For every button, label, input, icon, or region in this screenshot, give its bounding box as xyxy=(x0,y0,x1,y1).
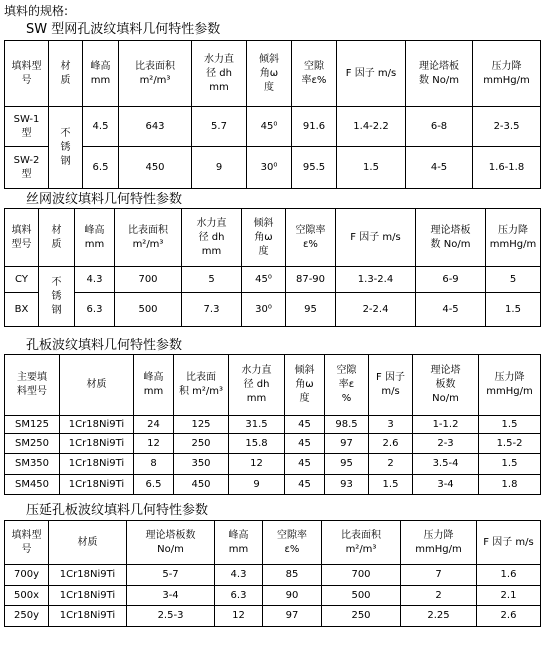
void-cell: 90 xyxy=(263,586,322,606)
f-factor-cell: 3 xyxy=(369,416,413,434)
height-cell: 6.3 xyxy=(75,293,115,327)
material-cell: 1Cr18Ni9Ti xyxy=(49,586,127,606)
header-cell: 比表面积 m²/m³ xyxy=(115,209,182,267)
pressure-drop-cell: 1.5-2 xyxy=(479,434,541,454)
model-cell: SM125 xyxy=(5,416,60,434)
void-cell: 91.6 xyxy=(292,107,337,147)
model-cell: SM450 xyxy=(5,475,60,495)
table-header-row xyxy=(5,41,541,107)
header-cell: F 因子 m/s xyxy=(337,41,406,107)
model-cell: 250y xyxy=(5,606,49,627)
dh-cell: 7.3 xyxy=(182,293,242,327)
header-cell: 压力降 mmHg/m xyxy=(479,355,541,416)
header-cell: 倾斜 角ω 度 xyxy=(285,355,325,416)
table-row xyxy=(5,606,541,627)
void-cell: 85 xyxy=(263,565,322,586)
f-factor-cell: 2-2.4 xyxy=(336,293,416,327)
header-cell: 压力降 mmHg/m xyxy=(473,41,541,107)
model-cell: SW-1 型 xyxy=(5,107,49,147)
void-cell: 95 xyxy=(286,293,336,327)
angle-cell: 45 xyxy=(285,434,325,454)
header-cell: 比表面积 m²/m³ xyxy=(322,521,401,565)
table-row xyxy=(5,293,541,327)
table-row xyxy=(5,267,541,293)
header-cell: 填料型 号 xyxy=(5,41,49,107)
area-cell: 700 xyxy=(322,565,401,586)
pressure-drop-cell: 2.25 xyxy=(401,606,477,627)
void-cell: 95 xyxy=(325,454,369,475)
height-cell: 4.3 xyxy=(215,565,263,586)
header-cell: F 因子 m/s xyxy=(369,355,413,416)
void-cell: 98.5 xyxy=(325,416,369,434)
plates-cell: 5-7 xyxy=(127,565,215,586)
void-cell: 97 xyxy=(325,434,369,454)
header-cell: 填料型 号 xyxy=(5,521,49,565)
header-cell: 主要填 料型号 xyxy=(5,355,60,416)
pressure-drop-cell: 1.8 xyxy=(479,475,541,495)
model-cell: SM250 xyxy=(5,434,60,454)
dh-cell: 5.7 xyxy=(192,107,247,147)
pressure-drop-cell: 5 xyxy=(486,267,541,293)
header-cell: 理论塔板 数 No/m xyxy=(416,209,486,267)
plates-cell: 4-5 xyxy=(416,293,486,327)
header-cell: 材质 xyxy=(60,355,134,416)
pressure-drop-cell: 2-3.5 xyxy=(473,107,541,147)
section-title-rolled: 压延孔板波纹填料几何特性参数 xyxy=(26,503,209,518)
void-cell: 93 xyxy=(325,475,369,495)
material-cell: 不 锈 钢 xyxy=(49,107,83,189)
material-cell: 1Cr18Ni9Ti xyxy=(60,475,134,495)
material-cell: 1Cr18Ni9Ti xyxy=(49,565,127,586)
header-cell: 空隙 率ε % xyxy=(325,355,369,416)
header-cell: 峰高 mm xyxy=(83,41,119,107)
section-title-sw: SW 型网孔波纹填料几何特性参数 xyxy=(26,22,221,37)
model-cell: CY xyxy=(5,267,39,293)
pressure-drop-cell: 7 xyxy=(401,565,477,586)
header-cell: 材质 xyxy=(49,521,127,565)
pressure-drop-cell: 1.5 xyxy=(479,416,541,434)
material-cell: 1Cr18Ni9Ti xyxy=(49,606,127,627)
pressure-drop-cell: 1.5 xyxy=(486,293,541,327)
header-cell: 材 质 xyxy=(39,209,75,267)
area-cell: 500 xyxy=(322,586,401,606)
header-cell: 压力降 mmHg/m xyxy=(401,521,477,565)
table-row xyxy=(5,475,541,495)
plates-cell: 6-9 xyxy=(416,267,486,293)
table-row xyxy=(5,565,541,586)
angle-cell: 45⁰ xyxy=(242,267,286,293)
area-cell: 450 xyxy=(119,147,192,189)
header-cell: 水力直 径 dh mm xyxy=(192,41,247,107)
void-cell: 97 xyxy=(263,606,322,627)
plates-cell: 6-8 xyxy=(406,107,473,147)
section-title-perforated: 孔板波纹填料几何特性参数 xyxy=(26,338,183,353)
angle-cell: 30⁰ xyxy=(242,293,286,327)
header-cell: 理论塔板 数 No/m xyxy=(406,41,473,107)
header-cell: 空隙 率ε% xyxy=(292,41,337,107)
height-cell: 8 xyxy=(134,454,174,475)
dh-cell: 15.8 xyxy=(229,434,285,454)
model-cell: SM350 xyxy=(5,454,60,475)
table-row xyxy=(5,454,541,475)
header-cell: 材 质 xyxy=(49,41,83,107)
header-cell: 倾斜 角ω 度 xyxy=(247,41,292,107)
material-cell: 1Cr18Ni9Ti xyxy=(60,434,134,454)
header-cell: 峰高 mm xyxy=(75,209,115,267)
area-cell: 643 xyxy=(119,107,192,147)
model-cell: BX xyxy=(5,293,39,327)
header-cell: 比表面 积 m²/m³ xyxy=(174,355,229,416)
header-cell: F 因子 m/s xyxy=(477,521,541,565)
model-cell: 500x xyxy=(5,586,49,606)
plates-cell: 3-4 xyxy=(127,586,215,606)
table-row xyxy=(5,416,541,434)
dh-cell: 31.5 xyxy=(229,416,285,434)
height-cell: 12 xyxy=(134,434,174,454)
header-cell: 空隙率 ε% xyxy=(286,209,336,267)
f-factor-cell: 1.4-2.2 xyxy=(337,107,406,147)
angle-cell: 30⁰ xyxy=(247,147,292,189)
f-factor-cell: 2.1 xyxy=(477,586,541,606)
header-cell: 理论塔 板数 No/m xyxy=(413,355,479,416)
area-cell: 500 xyxy=(115,293,182,327)
header-cell: 空隙率 ε% xyxy=(263,521,322,565)
f-factor-cell: 1.5 xyxy=(337,147,406,189)
header-cell: 填料 型号 xyxy=(5,209,39,267)
material-cell: 不 锈 钢 xyxy=(39,267,75,327)
f-factor-cell: 1.5 xyxy=(369,475,413,495)
area-cell: 250 xyxy=(322,606,401,627)
header-cell: 压力降 mmHg/m xyxy=(486,209,541,267)
area-cell: 350 xyxy=(174,454,229,475)
material-cell: 1Cr18Ni9Ti xyxy=(60,416,134,434)
header-cell: 理论塔板数 No/m xyxy=(127,521,215,565)
material-cell: 1Cr18Ni9Ti xyxy=(60,454,134,475)
area-cell: 250 xyxy=(174,434,229,454)
page-heading: 填料的规格: xyxy=(4,4,69,18)
f-factor-cell: 1.6 xyxy=(477,565,541,586)
pressure-drop-cell: 2 xyxy=(401,586,477,606)
angle-cell: 45 xyxy=(285,416,325,434)
section-title-wire-mesh: 丝网波纹填料几何特性参数 xyxy=(26,192,183,207)
table-sw xyxy=(4,40,541,189)
model-cell: 700y xyxy=(5,565,49,586)
header-cell: 倾斜 角ω 度 xyxy=(242,209,286,267)
dh-cell: 5 xyxy=(182,267,242,293)
height-cell: 6.5 xyxy=(134,475,174,495)
table-wire-mesh xyxy=(4,208,541,327)
height-cell: 24 xyxy=(134,416,174,434)
table-header-row xyxy=(5,521,541,565)
pressure-drop-cell: 1.5 xyxy=(479,454,541,475)
pressure-drop-cell: 1.6-1.8 xyxy=(473,147,541,189)
f-factor-cell: 1.3-2.4 xyxy=(336,267,416,293)
height-cell: 12 xyxy=(215,606,263,627)
header-cell: F 因子 m/s xyxy=(336,209,416,267)
angle-cell: 45 xyxy=(285,475,325,495)
header-cell: 峰高 mm xyxy=(215,521,263,565)
header-cell: 比表面积 m²/m³ xyxy=(119,41,192,107)
table-row xyxy=(5,107,541,147)
plates-cell: 2.5-3 xyxy=(127,606,215,627)
table-row xyxy=(5,434,541,454)
angle-cell: 45⁰ xyxy=(247,107,292,147)
plates-cell: 3.5-4 xyxy=(413,454,479,475)
plates-cell: 4-5 xyxy=(406,147,473,189)
table-row xyxy=(5,147,541,189)
angle-cell: 45 xyxy=(285,454,325,475)
void-cell: 95.5 xyxy=(292,147,337,189)
dh-cell: 12 xyxy=(229,454,285,475)
table-row xyxy=(5,586,541,606)
void-cell: 87-90 xyxy=(286,267,336,293)
header-cell: 水力直 径 dh mm xyxy=(229,355,285,416)
model-cell: SW-2 型 xyxy=(5,147,49,189)
plates-cell: 3-4 xyxy=(413,475,479,495)
table-perforated xyxy=(4,354,541,495)
plates-cell: 2-3 xyxy=(413,434,479,454)
height-cell: 6.3 xyxy=(215,586,263,606)
header-cell: 水力直 径 dh mm xyxy=(182,209,242,267)
table-header-row xyxy=(5,209,541,267)
height-cell: 4.3 xyxy=(75,267,115,293)
f-factor-cell: 2.6 xyxy=(369,434,413,454)
plates-cell: 1-1.2 xyxy=(413,416,479,434)
header-cell: 峰高 mm xyxy=(134,355,174,416)
f-factor-cell: 2.6 xyxy=(477,606,541,627)
area-cell: 125 xyxy=(174,416,229,434)
height-cell: 6.5 xyxy=(83,147,119,189)
dh-cell: 9 xyxy=(192,147,247,189)
area-cell: 700 xyxy=(115,267,182,293)
table-rolled xyxy=(4,520,541,627)
dh-cell: 9 xyxy=(229,475,285,495)
table-header-row xyxy=(5,355,541,416)
f-factor-cell: 2 xyxy=(369,454,413,475)
height-cell: 4.5 xyxy=(83,107,119,147)
area-cell: 450 xyxy=(174,475,229,495)
